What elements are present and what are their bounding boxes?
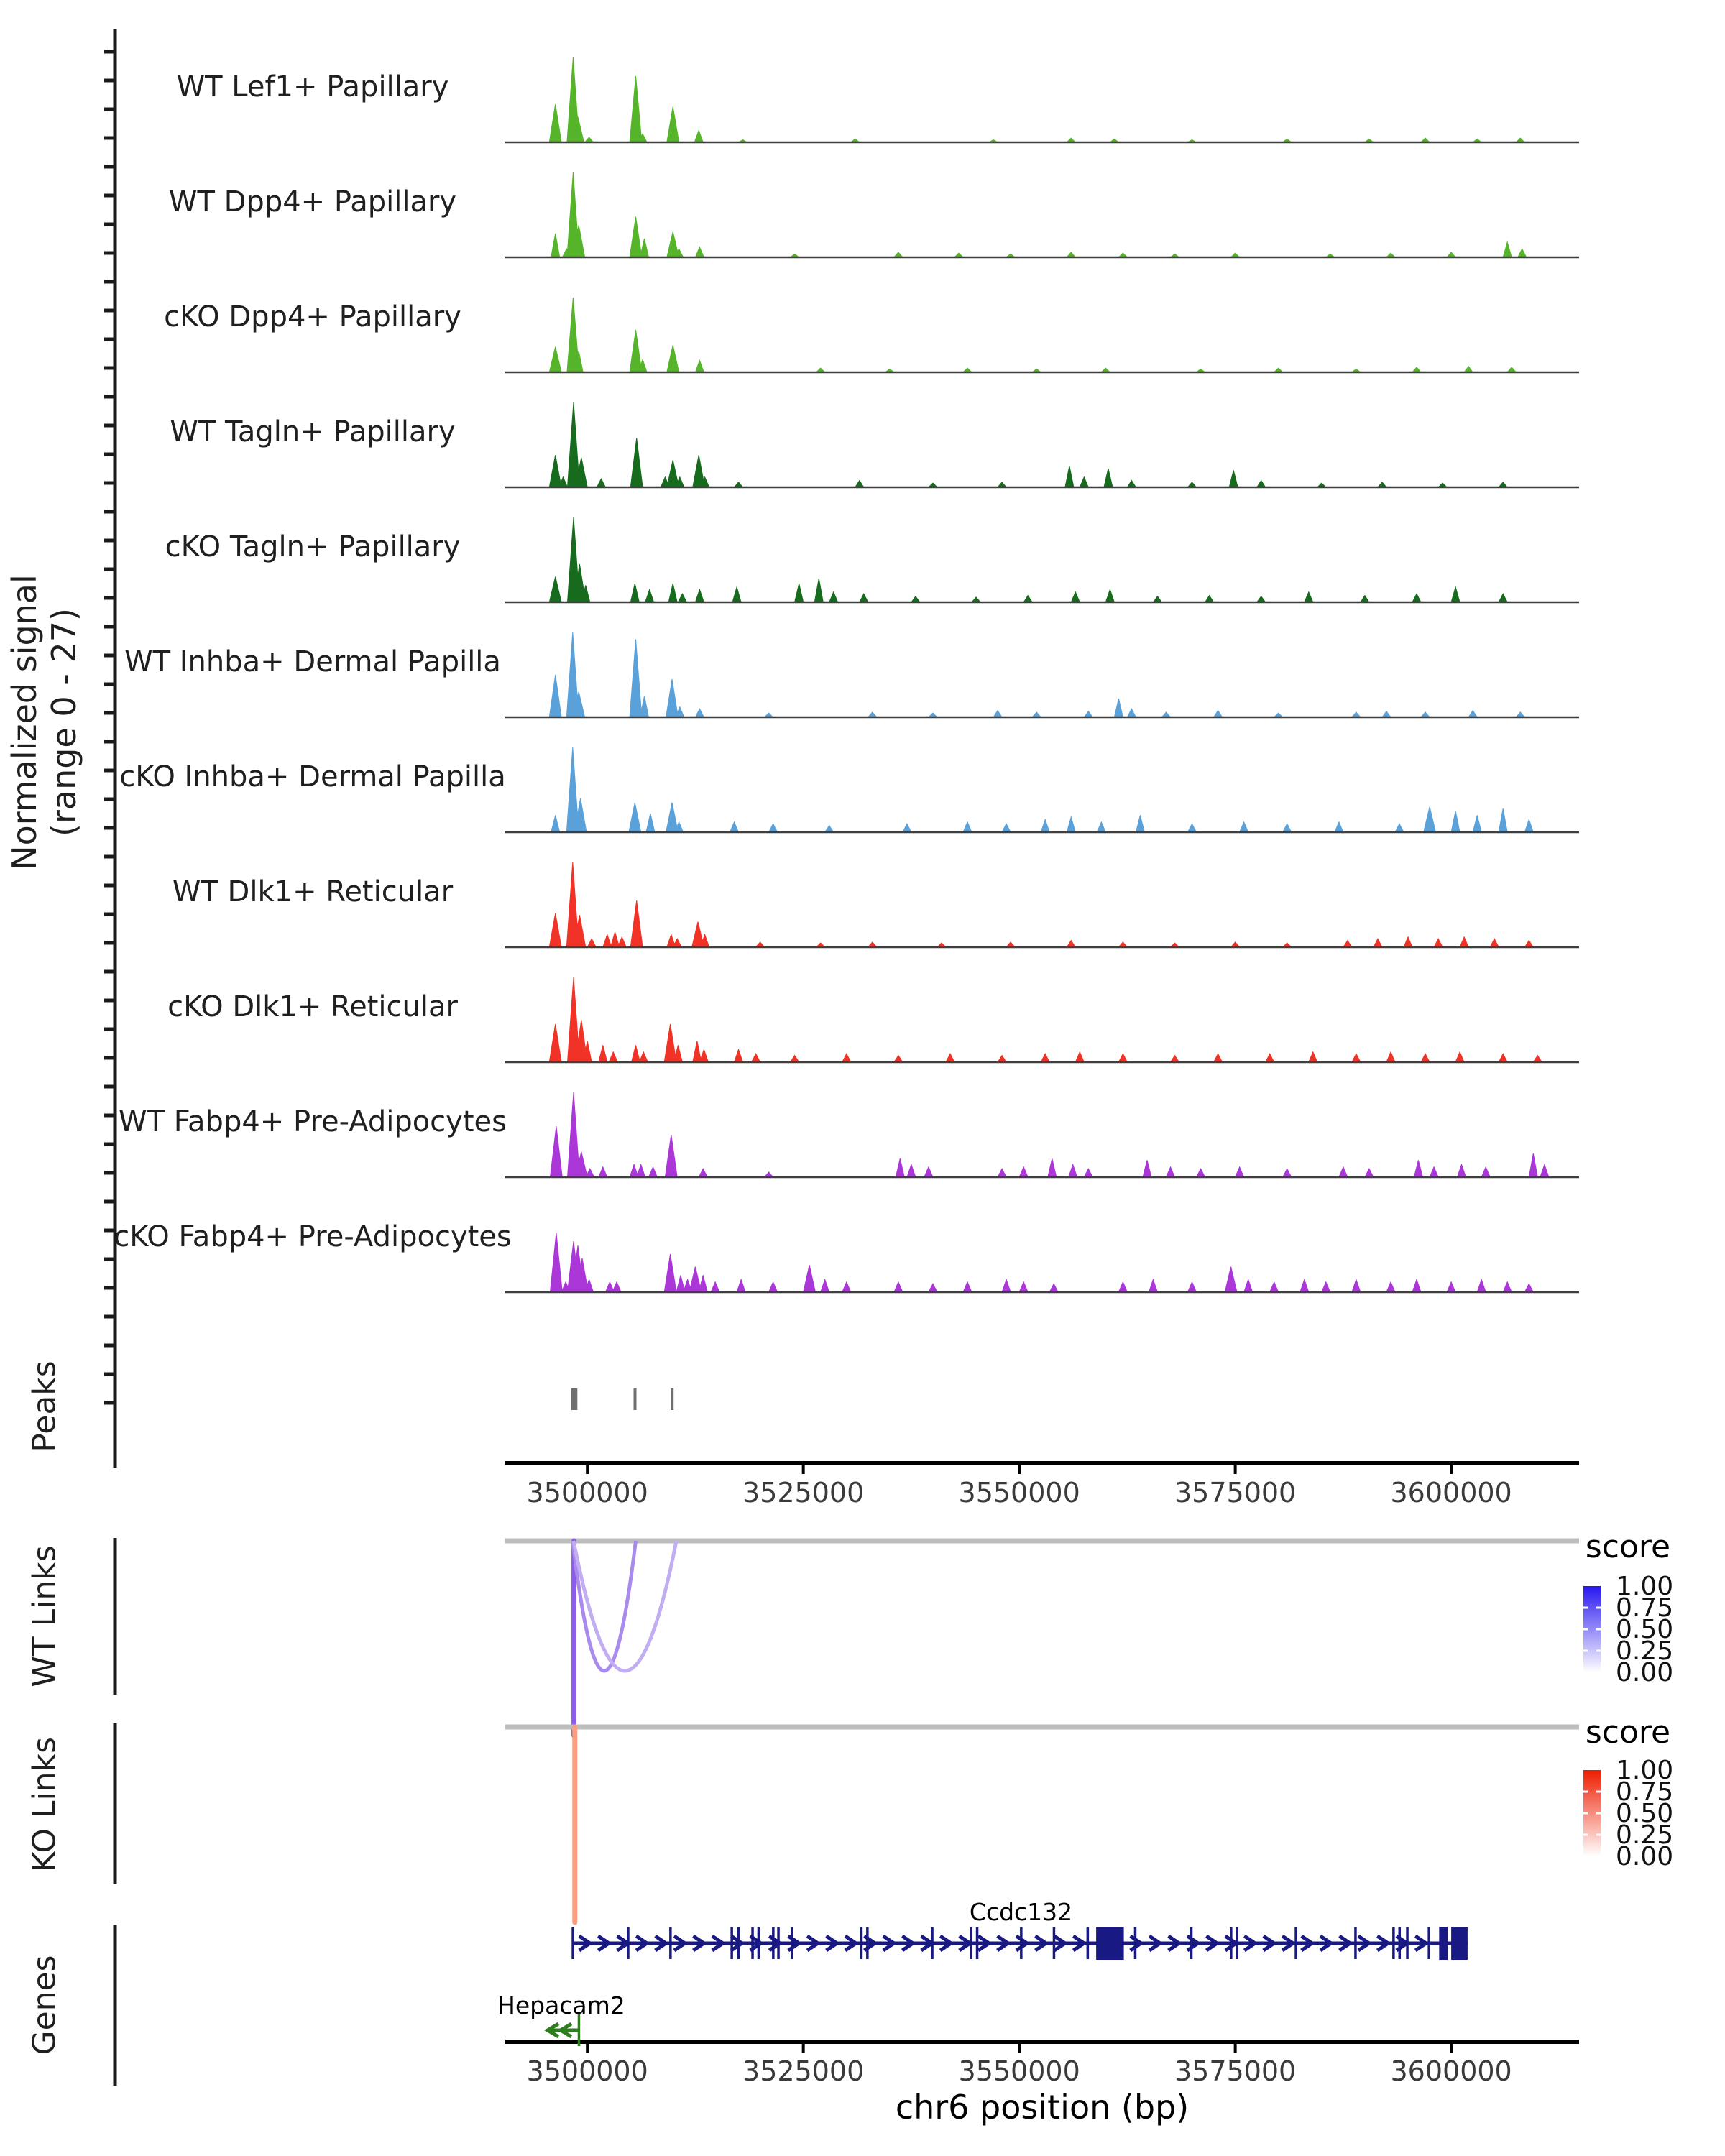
axis-tick-label: 3550000 <box>958 2055 1080 2087</box>
exon-box <box>1096 1927 1124 1960</box>
track-label-9: WT Fabp4+ Pre-Adipocytes <box>119 1105 507 1138</box>
signal-track-wt-tagln-papillary <box>505 402 1579 487</box>
coverage-area <box>505 172 1579 257</box>
legend-tick-label: 0.50 <box>1616 1615 1674 1644</box>
exon-tick <box>1236 1927 1239 1959</box>
exon-tick <box>970 1927 972 1959</box>
legend-tick-label: 0.00 <box>1616 1658 1674 1687</box>
ko-links-legend <box>1583 1714 1673 1871</box>
exon-tick <box>737 1927 740 1959</box>
legend-title: score <box>1585 1529 1671 1565</box>
coverage-area <box>505 632 1579 717</box>
axis-tick-label: 3575000 <box>1174 2055 1297 2087</box>
coverage-area <box>505 862 1579 947</box>
y-axis-label <box>5 574 84 870</box>
track-label-4: cKO Tagln+ Papillary <box>165 530 461 563</box>
legend-tick-label: 1.00 <box>1616 1572 1674 1601</box>
peak-interval <box>634 1388 637 1410</box>
legend-tick-label: 0.00 <box>1616 1842 1674 1871</box>
track-label-6: cKO Inhba+ Dermal Papilla <box>119 760 506 793</box>
y-axis-label-line1: Normalized signal <box>4 574 44 870</box>
ko-links-track <box>505 1727 1579 1922</box>
x-axis-title: chr6 position (bp) <box>895 2088 1190 2127</box>
exon-tick <box>1354 1927 1357 1959</box>
coverage-area <box>505 1092 1579 1177</box>
coverage-area <box>505 298 1579 372</box>
signal-track-wt-inhba-dermal-papilla <box>505 632 1579 717</box>
exon-tick <box>1399 1927 1402 1959</box>
coverage-area <box>505 1233 1579 1292</box>
legend-tick-label: 0.25 <box>1616 1636 1674 1666</box>
legend-tick-label: 0.75 <box>1616 1777 1674 1807</box>
peaks-track <box>571 1388 673 1410</box>
genome-axis-middle <box>505 1463 1579 1508</box>
exon-tick <box>931 1927 934 1959</box>
signal-track-cko-fabp4-pre-adipocytes <box>505 1233 1579 1292</box>
exon-tick <box>1020 1927 1023 1959</box>
signal-track-wt-lef1-papillary <box>505 57 1579 142</box>
exon-tick <box>1230 1927 1233 1959</box>
gene-name-label: Hepacam2 <box>497 1991 625 2019</box>
coverage-area <box>505 747 1579 832</box>
legend-tick-label: 1.00 <box>1616 1756 1674 1785</box>
signal-track-cko-dlk1-reticular <box>505 977 1579 1062</box>
exon-tick <box>1190 1927 1193 1959</box>
exon-tick <box>777 1927 780 1959</box>
exon-tick <box>791 1927 794 1959</box>
genome-axis-bottom <box>505 2042 1579 2087</box>
exon-tick <box>751 1927 754 1959</box>
axis-tick-label: 3525000 <box>742 1477 865 1508</box>
axis-tick-label: 3525000 <box>742 2055 865 2087</box>
signal-track-wt-fabp4-pre-adipocytes <box>505 1092 1579 1177</box>
track-label-0: WT Lef1+ Papillary <box>176 70 449 103</box>
exon-tick <box>1087 1927 1090 1959</box>
signal-track-cko-inhba-dermal-papilla <box>505 747 1579 832</box>
peak-interval <box>571 1388 577 1410</box>
signal-track-wt-dlk1-reticular <box>505 862 1579 947</box>
axis-tick-label: 3600000 <box>1390 2055 1512 2087</box>
track-label-8: cKO Dlk1+ Reticular <box>167 990 458 1023</box>
axis-tick-label: 3500000 <box>526 2055 648 2087</box>
peak-interval <box>671 1388 673 1410</box>
coverage-area <box>505 57 1579 142</box>
axis-tick-label: 3550000 <box>958 1477 1080 1508</box>
y-axis-label-line2: (range 0 - 27) <box>45 608 83 837</box>
axis-tick-label: 3500000 <box>526 1477 648 1508</box>
gene-name-label: Ccdc132 <box>969 1898 1073 1926</box>
wt-links-track-label: WT Links <box>26 1545 63 1687</box>
exon-tick <box>669 1927 672 1959</box>
coverage-area <box>505 977 1579 1062</box>
wt-links-track <box>505 1541 1579 1736</box>
coverage-area <box>505 402 1579 487</box>
legend-tick-label: 0.75 <box>1616 1593 1674 1623</box>
gene-hepacam2 <box>497 1991 625 2046</box>
axis-tick-label: 3600000 <box>1390 1477 1512 1508</box>
track-label-10: cKO Fabp4+ Pre-Adipocytes <box>114 1220 512 1253</box>
legend-tick-label: 0.50 <box>1616 1799 1674 1828</box>
track-label-1: WT Dpp4+ Papillary <box>168 185 457 218</box>
exon-tick <box>866 1927 869 1959</box>
exon-tick <box>1294 1927 1297 1959</box>
coverage-area <box>505 517 1579 602</box>
exon-tick <box>758 1927 760 1959</box>
exon-tick <box>627 1927 630 1959</box>
exon-tick <box>1406 1927 1409 1959</box>
track-label-3: WT Tagln+ Papillary <box>170 415 456 448</box>
legend-tick-label: 0.25 <box>1616 1820 1674 1850</box>
exon-box <box>1439 1927 1448 1960</box>
exon-tick <box>860 1927 863 1959</box>
ko-links-track-label: KO Links <box>26 1736 63 1873</box>
exon-tick <box>772 1927 775 1959</box>
track-label-7: WT Dlk1+ Reticular <box>172 875 454 908</box>
exon-box <box>1451 1927 1468 1960</box>
wt-links-legend <box>1583 1529 1673 1687</box>
axis-tick-label: 3575000 <box>1174 1477 1297 1508</box>
exon-tick <box>1134 1927 1137 1959</box>
track-label-2: cKO Dpp4+ Papillary <box>164 300 461 333</box>
legend-title: score <box>1585 1714 1671 1751</box>
genes-track-label: Genes <box>26 1955 63 2055</box>
exon-tick <box>730 1927 733 1959</box>
exon-tick <box>1053 1927 1056 1959</box>
signal-track-cko-dpp4-papillary <box>505 298 1579 372</box>
gene-ccdc132 <box>571 1898 1468 1960</box>
left-axis-spine <box>104 29 115 2086</box>
exon-tick <box>571 1927 574 1959</box>
signal-track-wt-dpp4-papillary <box>505 172 1579 257</box>
exon-tick <box>1427 1927 1430 1959</box>
exon-tick <box>976 1927 979 1959</box>
peaks-track-label: Peaks <box>26 1360 63 1452</box>
signal-track-cko-tagln-papillary <box>505 517 1579 602</box>
exon-tick <box>1392 1927 1395 1959</box>
track-label-5: WT Inhba+ Dermal Papilla <box>124 645 501 678</box>
